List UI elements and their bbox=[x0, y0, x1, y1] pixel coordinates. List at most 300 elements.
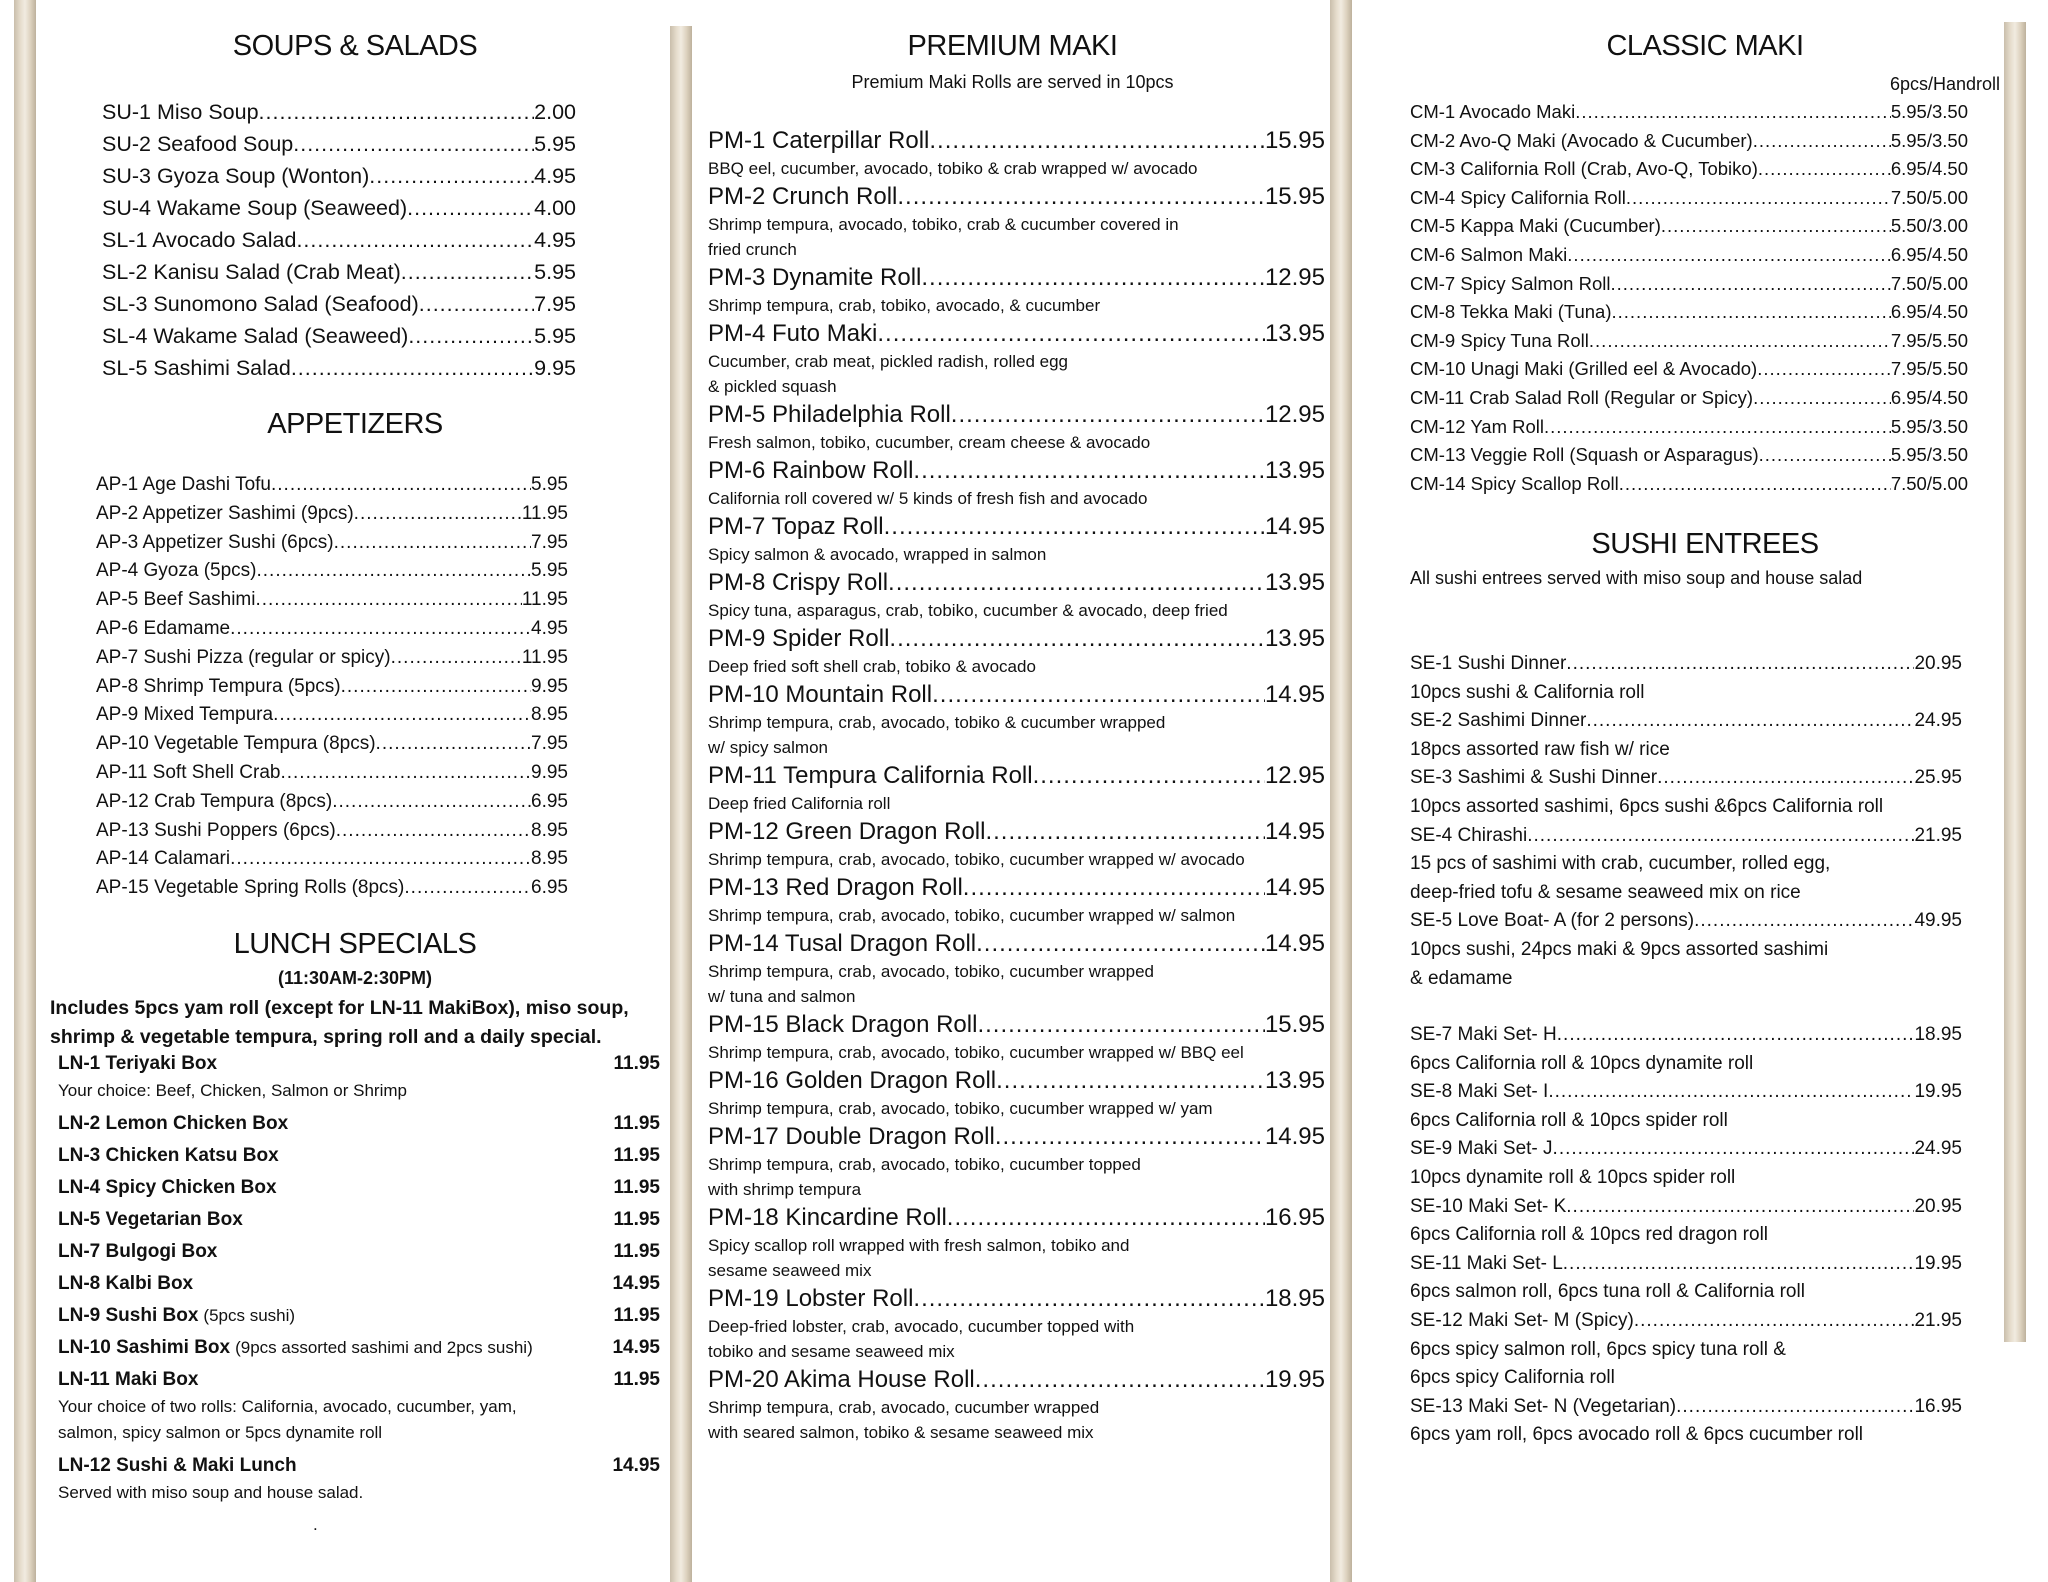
item-price: 14.95 bbox=[1264, 930, 1325, 957]
entree-item bbox=[1410, 707, 1962, 764]
item-price: 5.95/3.50 bbox=[1890, 415, 1968, 437]
menu-item-row bbox=[1410, 1135, 1962, 1164]
item-price: 6.95/4.50 bbox=[1890, 301, 1968, 323]
menu-item-row bbox=[96, 817, 568, 846]
item-price: 7.50/5.00 bbox=[1890, 272, 1968, 294]
item-name: CM-12 Yam Roll bbox=[1410, 415, 1544, 437]
dot-leader bbox=[334, 529, 531, 558]
dot-leader bbox=[1566, 1193, 1914, 1222]
item-name: SE-2 Sashimi Dinner bbox=[1410, 710, 1587, 732]
dot-leader bbox=[1676, 1393, 1914, 1422]
dot-leader bbox=[932, 680, 1265, 710]
item-name: LN-10 Sashimi Box bbox=[58, 1337, 231, 1358]
entree-item bbox=[1410, 1307, 1962, 1393]
item-name: SL-3 Sunomono Salad (Seafood) bbox=[102, 292, 419, 316]
item-name: PM-11 Tempura California Roll bbox=[708, 762, 1033, 789]
item-price: 7.95 bbox=[531, 733, 568, 755]
item-name: AP-9 Mixed Tempura bbox=[96, 704, 274, 726]
lunch-item bbox=[58, 1302, 660, 1334]
item-name: AP-8 Shrimp Tempura (5pcs) bbox=[96, 675, 341, 697]
appetizers-list bbox=[96, 471, 568, 903]
bamboo-post-mid-left bbox=[670, 26, 692, 1582]
dot-leader bbox=[1626, 184, 1891, 213]
dot-leader bbox=[976, 929, 1265, 959]
item-price: 5.95/3.50 bbox=[1890, 129, 1968, 151]
dot-leader bbox=[913, 456, 1265, 486]
item-description: Shrimp tempura, crab, avocado, tobiko, cucumber wrapped w/ BBQ eel bbox=[708, 1043, 1244, 1062]
item-name: SE-4 Chirashi bbox=[1410, 824, 1528, 846]
menu-item-row bbox=[1410, 1307, 1962, 1336]
premium-item bbox=[708, 1010, 1325, 1065]
item-price: 9.95 bbox=[531, 675, 568, 697]
classic-list bbox=[1410, 98, 1968, 498]
menu-item-row bbox=[96, 845, 568, 874]
menu-item-row bbox=[1410, 98, 1968, 127]
entree-item bbox=[1410, 822, 1962, 908]
item-name: SL-2 Kanisu Salad (Crab Meat) bbox=[102, 260, 401, 284]
premium-heading: PREMIUM MAKI bbox=[907, 30, 1118, 62]
menu-item-row bbox=[102, 128, 576, 160]
menu-item-row bbox=[102, 256, 576, 288]
premium-item bbox=[708, 1284, 1325, 1364]
spacer bbox=[193, 1270, 612, 1298]
item-name: AP-3 Appetizer Sushi (6pcs) bbox=[96, 531, 334, 553]
premium-item bbox=[708, 873, 1325, 928]
item-price: 19.95 bbox=[1914, 1252, 1962, 1274]
item-price: 6.95 bbox=[531, 877, 568, 899]
dot-leader bbox=[1610, 270, 1890, 299]
item-price: 5.95/3.50 bbox=[1890, 444, 1968, 466]
item-price: 7.95/5.50 bbox=[1890, 329, 1968, 351]
lunch-item-row bbox=[58, 1238, 660, 1266]
dot-leader bbox=[1527, 822, 1914, 851]
lunch-list bbox=[58, 1050, 660, 1544]
dot-leader bbox=[1563, 1250, 1915, 1279]
item-price: 13.95 bbox=[1264, 320, 1325, 347]
item-price: 11.95 bbox=[521, 646, 568, 668]
dot-leader bbox=[888, 568, 1265, 598]
item-price: 16.95 bbox=[1264, 1204, 1325, 1231]
item-name: PM-8 Crispy Roll bbox=[708, 569, 889, 596]
menu-item-row bbox=[102, 96, 576, 128]
item-price: 5.95 bbox=[534, 260, 576, 284]
item-description: 10pcs sushi, 24pcs maki & 9pcs assorted sashimi & edamame bbox=[1410, 938, 1829, 989]
lunch-item-row bbox=[58, 1050, 660, 1078]
menu-item-row bbox=[1410, 1193, 1962, 1222]
bamboo-post-right bbox=[2004, 22, 2026, 1342]
item-price: 8.95 bbox=[531, 848, 568, 870]
dot-leader bbox=[1557, 1021, 1915, 1050]
item-price: 11.95 bbox=[521, 589, 568, 611]
spacer bbox=[217, 1050, 613, 1078]
item-name: LN-3 Chicken Katsu Box bbox=[58, 1145, 279, 1166]
menu-item-row bbox=[708, 817, 1325, 847]
item-description: Shrimp tempura, crab, avocado, cucumber wrapped with seared salmon, tobiko & sesame seaweed mix bbox=[708, 1398, 1100, 1442]
appetizers-heading: APPETIZERS bbox=[267, 408, 443, 440]
item-name: PM-15 Black Dragon Roll bbox=[708, 1011, 978, 1038]
lunch-item-row bbox=[58, 1270, 660, 1298]
menu-item-row bbox=[102, 224, 576, 256]
menu-item-row bbox=[708, 126, 1325, 156]
item-description: 6pcs spicy salmon roll, 6pcs spicy tuna roll & 6pcs spicy California roll bbox=[1410, 1338, 1786, 1389]
item-name: AP-6 Edamame bbox=[96, 617, 231, 639]
spacer bbox=[295, 1302, 613, 1330]
menu-item-row bbox=[708, 512, 1325, 542]
item-name: SL-4 Wakame Salad (Seaweed) bbox=[102, 324, 409, 348]
item-description: Shrimp tempura, crab, avocado, tobiko, cucumber topped with shrimp tempura bbox=[708, 1155, 1141, 1199]
lunch-item-row bbox=[58, 1302, 660, 1330]
item-name: AP-11 Soft Shell Crab bbox=[96, 761, 281, 783]
item-name: AP-5 Beef Sashimi bbox=[96, 589, 256, 611]
menu-item-row bbox=[1410, 127, 1968, 156]
menu-item-row bbox=[96, 788, 568, 817]
dot-leader bbox=[271, 471, 531, 500]
item-name: SL-1 Avocado Salad bbox=[102, 228, 297, 252]
item-price: 11.95 bbox=[613, 1241, 660, 1262]
item-description: 6pcs California roll & 10pcs dynamite roll bbox=[1410, 1052, 1754, 1074]
classic-subtitle: 6pcs/Handroll bbox=[1889, 74, 2000, 94]
item-name: AP-4 Gyoza (5pcs) bbox=[96, 560, 257, 582]
item-name: PM-4 Futo Maki bbox=[708, 320, 878, 347]
dot-leader bbox=[369, 160, 534, 192]
dot-leader bbox=[336, 817, 531, 846]
premium-item bbox=[708, 1203, 1325, 1283]
item-description: Shrimp tempura, crab, avocado, tobiko & cucumber wrapped w/ spicy salmon bbox=[708, 713, 1166, 757]
dot-leader bbox=[951, 400, 1265, 430]
lunch-item bbox=[58, 1238, 660, 1270]
item-description: California roll covered w/ 5 kinds of fresh fish and avocado bbox=[708, 489, 1148, 508]
item-name: SE-1 Sushi Dinner bbox=[1410, 653, 1567, 674]
item-name: LN-9 Sushi Box bbox=[58, 1305, 199, 1326]
lunch-item-row bbox=[58, 1142, 660, 1170]
dot-leader bbox=[273, 701, 531, 730]
item-price: 7.95 bbox=[531, 531, 568, 553]
item-price: 16.95 bbox=[1914, 1395, 1962, 1417]
dot-leader bbox=[889, 624, 1265, 654]
item-name: PM-7 Topaz Roll bbox=[708, 513, 884, 540]
item-price: 11.95 bbox=[613, 1053, 660, 1074]
item-price: 13.95 bbox=[1264, 1067, 1325, 1094]
menu-item-row bbox=[708, 263, 1325, 293]
item-name: CM-3 California Roll (Crab, Avo-Q, Tobiko) bbox=[1410, 158, 1758, 180]
item-name: LN-5 Vegetarian Box bbox=[58, 1209, 243, 1230]
dot-leader bbox=[1553, 1135, 1915, 1164]
item-description: BBQ eel, cucumber, avocado, tobiko & crab wrapped w/ avocado bbox=[708, 159, 1198, 178]
item-description: Cucumber, crab meat, pickled radish, rolled egg & pickled squash bbox=[708, 352, 1069, 396]
premium-item bbox=[708, 761, 1325, 816]
item-description: 15 pcs of sashimi with crab, cucumber, rolled egg, deep-fried tofu & sesame seaweed mix on rice bbox=[1410, 853, 1831, 903]
menu-item-row bbox=[708, 1066, 1325, 1096]
item-price: 11.95 bbox=[613, 1145, 660, 1166]
item-description: 6pcs California roll & 10pcs spider roll bbox=[1410, 1109, 1728, 1131]
item-price: 7.95 bbox=[534, 292, 576, 316]
premium-item bbox=[708, 512, 1325, 567]
item-description: Shrimp tempura, crab, avocado, tobiko, cucumber wrapped w/ yam bbox=[708, 1099, 1213, 1118]
premium-item bbox=[708, 319, 1325, 399]
menu-item-row bbox=[102, 352, 576, 384]
dot-leader bbox=[1575, 98, 1891, 127]
item-name: AP-15 Vegetable Spring Rolls (8pcs) bbox=[96, 877, 405, 899]
menu-item-row bbox=[1410, 413, 1968, 442]
dot-leader bbox=[230, 845, 531, 874]
entree-item bbox=[1410, 1393, 1962, 1450]
dot-leader bbox=[1612, 298, 1891, 327]
dot-leader bbox=[280, 759, 531, 788]
item-name: PM-14 Tusal Dragon Roll bbox=[708, 930, 977, 957]
dot-leader bbox=[985, 817, 1264, 847]
dot-leader bbox=[1634, 1307, 1915, 1336]
dot-leader bbox=[1753, 384, 1891, 413]
menu-item-row bbox=[102, 288, 576, 320]
spacer bbox=[288, 1110, 613, 1138]
item-description: Shrimp tempura, crab, avocado, tobiko, cucumber wrapped w/ avocado bbox=[708, 850, 1245, 869]
item-description: 18pcs assorted raw fish w/ rice bbox=[1410, 738, 1670, 760]
item-name: SU-4 Wakame Soup (Seaweed) bbox=[102, 196, 408, 220]
item-price: 24.95 bbox=[1914, 1138, 1962, 1160]
menu-item-row bbox=[1410, 184, 1968, 213]
spacer bbox=[277, 1174, 614, 1202]
item-price: 11.95 bbox=[613, 1305, 660, 1326]
item-price: 12.95 bbox=[1264, 762, 1325, 789]
dot-leader bbox=[947, 1203, 1265, 1233]
menu-item-row bbox=[96, 644, 568, 673]
item-price: 9.95 bbox=[534, 356, 576, 380]
item-name: PM-20 Akima House Roll bbox=[708, 1366, 975, 1393]
item-name: AP-2 Appetizer Sashimi (9pcs) bbox=[96, 502, 354, 524]
entree-item bbox=[1410, 1078, 1962, 1135]
item-name: AP-12 Crab Tempura (8pcs) bbox=[96, 790, 333, 812]
item-name: LN-8 Kalbi Box bbox=[58, 1273, 194, 1294]
dot-leader bbox=[929, 126, 1265, 156]
item-price: 21.95 bbox=[1914, 1309, 1962, 1331]
item-price: 6.95 bbox=[531, 790, 568, 812]
item-name: SE-12 Maki Set- M (Spicy) bbox=[1410, 1309, 1634, 1331]
spacer bbox=[198, 1366, 613, 1394]
menu-item-row bbox=[96, 557, 568, 586]
item-name: PM-9 Spider Roll bbox=[708, 625, 890, 652]
menu-item-row bbox=[96, 673, 568, 702]
item-name: CM-7 Spicy Salmon Roll bbox=[1410, 272, 1611, 294]
item-price: 11.95 bbox=[521, 502, 568, 524]
menu-item-row bbox=[96, 730, 568, 759]
dot-leader bbox=[1586, 707, 1914, 736]
menu-item-row bbox=[102, 192, 576, 224]
menu-item-row bbox=[1410, 707, 1962, 736]
dot-leader bbox=[913, 1284, 1265, 1314]
item-price: 13.95 bbox=[1264, 569, 1325, 596]
item-name: CM-5 Kappa Maki (Cucumber) bbox=[1410, 215, 1661, 237]
premium-item bbox=[708, 1365, 1325, 1445]
item-description: Shrimp tempura, avocado, tobiko, crab & cucumber covered in fried crunch bbox=[708, 215, 1179, 259]
dot-leader bbox=[884, 512, 1265, 542]
item-name: PM-1 Caterpillar Roll bbox=[708, 127, 930, 154]
lunch-item-row bbox=[58, 1452, 660, 1480]
item-name: SE-11 Maki Set- L bbox=[1410, 1252, 1563, 1274]
item-name: AP-7 Sushi Pizza (regular or spicy) bbox=[96, 646, 391, 668]
menu-item-row bbox=[96, 701, 568, 730]
dot-leader bbox=[332, 788, 531, 817]
item-name: SU-2 Seafood Soup bbox=[102, 132, 294, 156]
classic-heading: CLASSIC MAKI bbox=[1606, 30, 1804, 62]
item-description: Spicy scallop roll wrapped with fresh salmon, tobiko and sesame seaweed mix bbox=[708, 1236, 1130, 1280]
item-description: Shrimp tempura, crab, avocado, tobiko, cucumber wrapped w/ tuna and salmon bbox=[708, 962, 1155, 1006]
premium-subtitle: Premium Maki Rolls are served in 10pcs bbox=[851, 72, 1174, 92]
item-price: 14.95 bbox=[1264, 874, 1325, 901]
item-name: CM-14 Spicy Scallop Roll bbox=[1410, 472, 1619, 494]
menu-item-row bbox=[708, 1365, 1325, 1395]
dot-leader bbox=[1033, 761, 1265, 791]
premium-item bbox=[708, 1122, 1325, 1202]
dot-leader bbox=[996, 1066, 1265, 1096]
item-price: 12.95 bbox=[1264, 401, 1325, 428]
item-price: 7.50/5.00 bbox=[1890, 472, 1968, 494]
item-name: SE-10 Maki Set- K bbox=[1410, 1195, 1567, 1217]
dot-leader bbox=[257, 557, 532, 586]
item-name: LN-7 Bulgogi Box bbox=[58, 1241, 218, 1262]
premium-item bbox=[708, 929, 1325, 1009]
item-price: 14.95 bbox=[1264, 681, 1325, 708]
premium-item bbox=[708, 624, 1325, 679]
premium-item bbox=[708, 568, 1325, 623]
menu-item-row bbox=[96, 471, 568, 500]
dot-leader bbox=[401, 256, 534, 288]
item-note: (5pcs sushi) bbox=[203, 1306, 296, 1325]
menu-item-row bbox=[708, 568, 1325, 598]
item-price: 14.95 bbox=[612, 1273, 660, 1294]
menu-item-row bbox=[708, 319, 1325, 349]
item-price: 20.95 bbox=[1914, 653, 1962, 674]
item-price: 13.95 bbox=[1264, 457, 1325, 484]
lunch-item bbox=[58, 1452, 660, 1506]
item-price: 19.95 bbox=[1914, 1081, 1962, 1103]
item-name: AP-10 Vegetable Tempura (8pcs) bbox=[96, 733, 376, 755]
spacer bbox=[297, 1452, 613, 1480]
dot-leader bbox=[977, 1010, 1265, 1040]
menu-item-row bbox=[1410, 298, 1968, 327]
entree-item bbox=[1410, 1193, 1962, 1250]
item-name: SE-8 Maki Set- I bbox=[1410, 1081, 1549, 1103]
item-name: LN-1 Teriyaki Box bbox=[58, 1053, 218, 1074]
menu-item-row bbox=[708, 182, 1325, 212]
item-description: Spicy tuna, asparagus, crab, tobiko, cucumber & avocado, deep fried bbox=[708, 601, 1228, 620]
menu-item-row bbox=[1410, 155, 1968, 184]
item-price: 6.95/4.50 bbox=[1890, 243, 1968, 265]
dot-leader bbox=[291, 352, 534, 384]
entrees-subtitle: All sushi entrees served with miso soup and house salad bbox=[1410, 568, 1863, 588]
menu-item-row bbox=[1410, 1021, 1962, 1050]
lunch-item-row bbox=[58, 1110, 660, 1138]
lunch-item bbox=[58, 1334, 660, 1366]
item-price: 14.95 bbox=[612, 1337, 660, 1358]
menu-item-row bbox=[102, 320, 576, 352]
item-price: 12.95 bbox=[1264, 264, 1325, 291]
item-name: LN-2 Lemon Chicken Box bbox=[58, 1113, 289, 1134]
item-price: 8.95 bbox=[531, 704, 568, 726]
item-price: 24.95 bbox=[1914, 710, 1962, 732]
dot-leader bbox=[1589, 327, 1891, 356]
menu-item-row bbox=[1410, 907, 1962, 936]
dot-leader bbox=[1544, 413, 1891, 442]
item-price: 25.95 bbox=[1914, 767, 1962, 789]
item-price: 4.95 bbox=[531, 617, 568, 639]
item-name: CM-8 Tekka Maki (Tuna) bbox=[1410, 301, 1612, 323]
item-name: PM-16 Golden Dragon Roll bbox=[708, 1067, 997, 1094]
menu-item-row bbox=[1410, 1250, 1962, 1279]
entree-item bbox=[1410, 1021, 1962, 1078]
menu-item-row bbox=[1410, 764, 1962, 793]
premium-item bbox=[708, 680, 1325, 760]
lunch-item-row bbox=[58, 1174, 660, 1202]
item-name: SE-9 Maki Set- J bbox=[1410, 1138, 1553, 1160]
entree-item bbox=[1410, 907, 1962, 993]
lunch-item bbox=[58, 1270, 660, 1302]
premium-list bbox=[708, 126, 1325, 1446]
item-description: Fresh salmon, tobiko, cucumber, cream cheese & avocado bbox=[708, 433, 1151, 452]
item-price: 5.95 bbox=[531, 474, 568, 495]
item-name: SU-1 Miso Soup bbox=[102, 100, 259, 124]
item-price: 19.95 bbox=[1264, 1366, 1325, 1393]
bamboo-post-mid-right bbox=[1330, 0, 1352, 1582]
dot-leader bbox=[1759, 441, 1891, 470]
item-name: PM-2 Crunch Roll bbox=[708, 183, 898, 210]
item-name: CM-10 Unagi Maki (Grilled eel & Avocado) bbox=[1410, 358, 1758, 380]
menu-item-row bbox=[708, 1284, 1325, 1314]
lunch-item-row bbox=[58, 1206, 660, 1234]
item-name: PM-13 Red Dragon Roll bbox=[708, 874, 963, 901]
menu-item-row bbox=[96, 586, 568, 615]
premium-item bbox=[708, 456, 1325, 511]
item-name: PM-18 Kincardine Roll bbox=[708, 1204, 947, 1231]
menu-item-row bbox=[1410, 327, 1968, 356]
item-description: Deep-fried lobster, crab, avocado, cucumber topped with tobiko and sesame seaweed mix bbox=[708, 1317, 1135, 1361]
item-description: Shrimp tempura, crab, tobiko, avocado, & cucumber bbox=[708, 296, 1101, 315]
item-price: 15.95 bbox=[1264, 183, 1325, 210]
item-description: 10pcs dynamite roll & 10pcs spider roll bbox=[1410, 1166, 1736, 1188]
menu-item-row bbox=[1410, 822, 1962, 851]
item-description: Served with miso soup and house salad. bbox=[58, 1483, 364, 1502]
menu-item-row bbox=[708, 1010, 1325, 1040]
item-name: LN-4 Spicy Chicken Box bbox=[58, 1177, 277, 1198]
item-price: 5.50/3.00 bbox=[1890, 215, 1968, 237]
lunch-item bbox=[58, 1110, 660, 1142]
item-name: PM-3 Dynamite Roll bbox=[708, 264, 922, 291]
lunch-item bbox=[58, 1174, 660, 1206]
item-price: 8.95 bbox=[531, 819, 568, 841]
spacer bbox=[217, 1238, 613, 1266]
premium-item bbox=[708, 400, 1325, 455]
dot-leader bbox=[293, 128, 534, 160]
menu-item-row bbox=[708, 1203, 1325, 1233]
lunch-item bbox=[58, 1142, 660, 1174]
item-name: CM-13 Veggie Roll (Squash or Asparagus) bbox=[1410, 444, 1759, 466]
menu-item-row bbox=[1410, 1393, 1962, 1422]
dot-leader bbox=[1758, 155, 1891, 184]
dot-leader bbox=[1548, 1078, 1914, 1107]
item-price: 14.95 bbox=[1264, 513, 1325, 540]
item-name: AP-14 Calamari bbox=[96, 848, 231, 870]
menu-item-row bbox=[1410, 384, 1968, 413]
lunch-intro: Includes 5pcs yam roll (except for LN-11 MakiBox), miso soup, shrimp & vegetable tempura, spring roll and a daily special. bbox=[50, 997, 629, 1048]
item-price: 5.95 bbox=[534, 132, 576, 156]
dot-leader bbox=[1567, 241, 1891, 270]
item-description: 10pcs sushi & California roll bbox=[1410, 681, 1645, 703]
dot-leader bbox=[1657, 764, 1914, 793]
item-description: Shrimp tempura, crab, avocado, tobiko, cucumber wrapped w/ salmon bbox=[708, 906, 1236, 925]
menu-item-row bbox=[708, 873, 1325, 903]
premium-item bbox=[708, 126, 1325, 181]
lunch-item-row bbox=[58, 1334, 660, 1362]
item-price: 14.95 bbox=[1264, 818, 1325, 845]
